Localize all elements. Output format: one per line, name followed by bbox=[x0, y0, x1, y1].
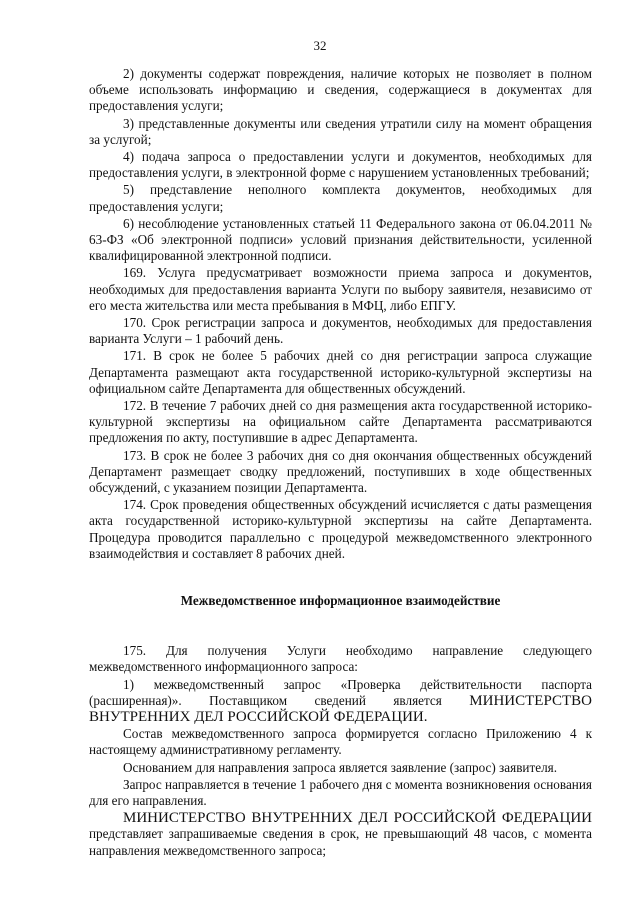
paragraph-item-5: 5) представление неполного комплекта документов, необходимых для предоставления услуги; bbox=[89, 182, 592, 214]
page-content bbox=[89, 66, 592, 860]
page-number: 32 bbox=[313, 38, 327, 53]
request-description: 1) межведомственный запрос «Проверка действительности паспорта (расширенная)». Поставщиком сведений является bbox=[89, 676, 592, 708]
paragraph-172: 172. В течение 7 рабочих дней со дня размещения акта государственной историко-культурной экспертизы на официальном сайте Департамента рассматриваются предложения по акту, поступившие в адрес Департамента. bbox=[89, 398, 592, 446]
paragraph-item-4: 4) подача запроса о предоставлении услуги и документов, необходимых для предоставления услуги, в электронной форме с нарушением установленных требований; bbox=[89, 149, 592, 181]
paragraph-sent: Запрос направляется в течение 1 рабочего дня с момента возникновения основания для его направления. bbox=[89, 776, 592, 808]
paragraph-169: 169. Услуга предусматривает возможности приема запроса и документов, необходимых для предоставления варианта Услуги по выбору заявителя, независимо от его места жительства или места пребывания в МФЦ, либо ЕПГУ. bbox=[89, 265, 592, 313]
section-title: Межведомственное информационное взаимодействие bbox=[180, 593, 501, 609]
ministry-name: МИНИСТЕРСТВО ВНУТРЕННИХ ДЕЛ РОССИЙСКОЙ ФЕДЕРАЦИИ. bbox=[89, 692, 592, 725]
paragraph-composition: Состав межведомственного запроса формируется согласно Приложению 4 к настоящему административному регламенту. bbox=[89, 726, 592, 758]
paragraph-basis: Основанием для направления запроса является заявление (запрос) заявителя. bbox=[123, 759, 558, 775]
paragraph-item-3: 3) представленные документы или сведения утратили силу на момент обращения за услугой; bbox=[89, 115, 592, 147]
paragraph-173: 173. В срок не более 3 рабочих дня со дня окончания общественных обсуждений Департамент размещает сводку предложений, поступивших в ходе общественных обсуждений, с указанием позиции Департамента. bbox=[89, 447, 592, 496]
paragraph-174: 174. Срок проведения общественных обсуждений исчисляется с даты размещения акта государственной историко-культурной экспертизы на сайте Департамента. Процедура проводится параллельно с процедурой межведомственного электронного взаимодействия и составляет 8 рабочих дней. bbox=[89, 497, 592, 561]
response-terms: представляет запрашиваемые сведения в срок, не превышающий 48 часов, с момента направления межведомственного запроса; bbox=[89, 826, 592, 858]
ministry-name-response: МИНИСТЕРСТВО ВНУТРЕННИХ ДЕЛ РОССИЙСКОЙ ФЕДЕРАЦИИ bbox=[123, 810, 592, 827]
paragraph-request-1 bbox=[89, 677, 592, 726]
paragraph-171: 171. В срок не более 5 рабочих дней со дня регистрации запроса служащие Департамента размещают акта государственной историко-культурной экспертизы на официальном сайте Департамента для общественных обсуждений. bbox=[89, 348, 592, 396]
paragraph-item-2: 2) документы содержат повреждения, наличие которых не позволяет в полном объеме использовать информацию и сведения, содержащиеся в документах для предоставления услуги; bbox=[89, 66, 592, 114]
paragraph-item-6: 6) несоблюдение установленных статьей 11 Федерального закона от 06.04.2011 № 63-ФЗ «Об электронной подписи» условий признания действительности, усиленной квалифицированной электронной подписи. bbox=[89, 215, 592, 264]
paragraph-170: 170. Срок регистрации запроса и документов, необходимых для предоставления варианта Услуги – 1 рабочий день. bbox=[89, 315, 592, 347]
paragraph-175: 175. Для получения Услуги необходимо направление следующего межведомственного информационного запроса: bbox=[89, 643, 592, 675]
paragraph-ministry-response bbox=[89, 810, 592, 859]
